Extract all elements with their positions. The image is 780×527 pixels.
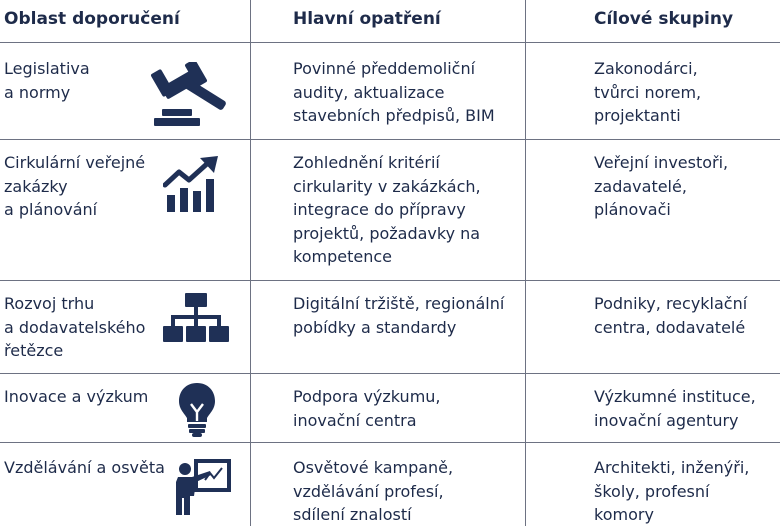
header-measures: Hlavní opatření bbox=[293, 9, 441, 29]
row-1-measures: Povinné předdemoliční audity, aktualizace stavebních předpisů, BIM bbox=[293, 59, 495, 125]
header-targets: Cílové skupiny bbox=[594, 9, 734, 29]
gavel-icon bbox=[150, 62, 232, 128]
row-2-targets: Veřejní investoři, zadavatelé, plánovači bbox=[594, 153, 729, 219]
row-3-targets: Podniky, recyklační centra, dodavatelé bbox=[594, 294, 748, 337]
row-5-area: Vzdělávání a osvěta bbox=[4, 458, 165, 477]
teacher-board-icon bbox=[174, 458, 232, 516]
row-3-area: Rozvoj trhu a dodavatelského řetězce bbox=[4, 294, 146, 360]
row-4-measures: Podpora výzkumu, inovační centra bbox=[293, 387, 441, 430]
row-2-area: Cirkulární veřejné zakázky a plánování bbox=[4, 153, 146, 219]
header-area: Oblast doporučení bbox=[4, 9, 180, 29]
org-chart-icon bbox=[163, 292, 231, 346]
column-divider bbox=[250, 0, 251, 526]
header-divider bbox=[0, 42, 780, 43]
row-divider bbox=[0, 139, 780, 140]
row-2-measures: Zohlednění kritérií cirkularity v zakázkách, integrace do přípravy projektů, požadavky na kompetence bbox=[293, 153, 481, 266]
column-divider bbox=[525, 0, 526, 526]
row-3-measures: Digitální tržiště, regionální pobídky a standardy bbox=[293, 294, 505, 337]
row-divider bbox=[0, 373, 780, 374]
lightbulb-icon bbox=[178, 382, 216, 438]
row-divider bbox=[0, 442, 780, 443]
row-5-targets: Architekti, inženýři, školy, profesní komory bbox=[594, 458, 750, 524]
row-divider bbox=[0, 280, 780, 281]
row-5-measures: Osvětové kampaně, vzdělávání profesí, sdílení znalostí bbox=[293, 458, 454, 524]
row-1-targets: Zakonodárci, tvůrci norem, projektanti bbox=[594, 59, 702, 125]
row-1-area: Legislativa a normy bbox=[4, 59, 90, 102]
growth-chart-icon bbox=[163, 155, 223, 213]
row-4-targets: Výzkumné instituce, inovační agentury bbox=[594, 387, 756, 430]
row-4-area: Inovace a výzkum bbox=[4, 387, 149, 406]
